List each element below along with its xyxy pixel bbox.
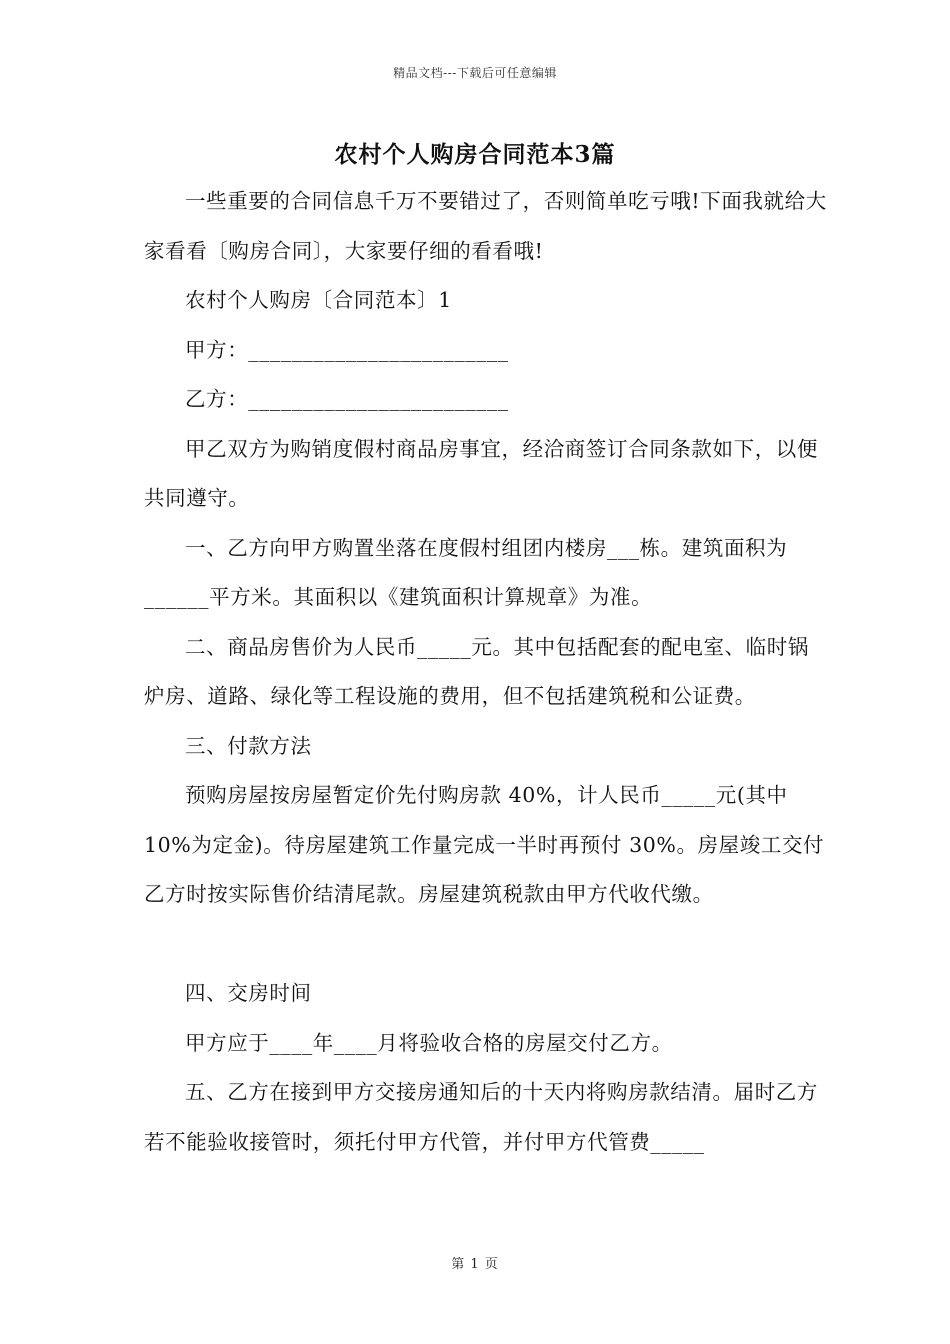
clause-5: 五、乙方在接到甲方交接房通知后的十天内将购房款结清。届时乙方若不能验收接管时，须托付甲方代管，并付甲方代管费_____ (144, 1080, 818, 1154)
clause-1: 一、乙方向甲方购置坐落在度假村组团内楼房___栋。建筑面积为______平方米。其面积以《建筑面积计算规章》为准。 (144, 535, 788, 609)
intro-paragraph: 一些重要的合同信息千万不要错过了，否则简单吃亏哦!下面我就给大家看看〔购房合同〕，大家要仔细的看看哦! (144, 189, 827, 263)
clause-4-heading: 四、交房时间 (185, 981, 312, 1005)
party-a-field: 甲方：________________________ (185, 337, 509, 362)
document-title: 农村个人购房合同范本3篇 (334, 141, 616, 168)
clause-3-heading: 三、付款方法 (185, 733, 312, 758)
payment-paragraph: 预购房屋按房屋暂定价先付购房款 40%，计人民币_____元(其中 10%为定金)。待房屋建筑工作量完成一半时再预付 30%。房屋竣工交付乙方时按实际售价结清尾款。房屋建筑税款由甲方代收代缴。 (144, 783, 825, 906)
page-number: 第 1 页 (451, 1257, 499, 1272)
preamble-paragraph: 甲乙双方为购销度假村商品房事宜，经洽商签订合同条款如下，以便共同遵守。 (144, 436, 818, 510)
party-b-field: 乙方：________________________ (185, 387, 509, 411)
clause-2: 二、商品房售价为人民币_____元。其中包括配套的配电室、临时锅炉房、道路、绿化等工程设施的费用，但不包括建筑税和公证费。 (144, 634, 809, 708)
contract-heading: 农村个人购房〔合同范本〕1 (185, 288, 452, 312)
page-header: 精品文档---下载后可任意编辑 (393, 66, 557, 80)
document-body (144, 177, 828, 1167)
delivery-paragraph: 甲方应于____年____月将验收合格的房屋交付乙方。 (185, 1030, 673, 1055)
